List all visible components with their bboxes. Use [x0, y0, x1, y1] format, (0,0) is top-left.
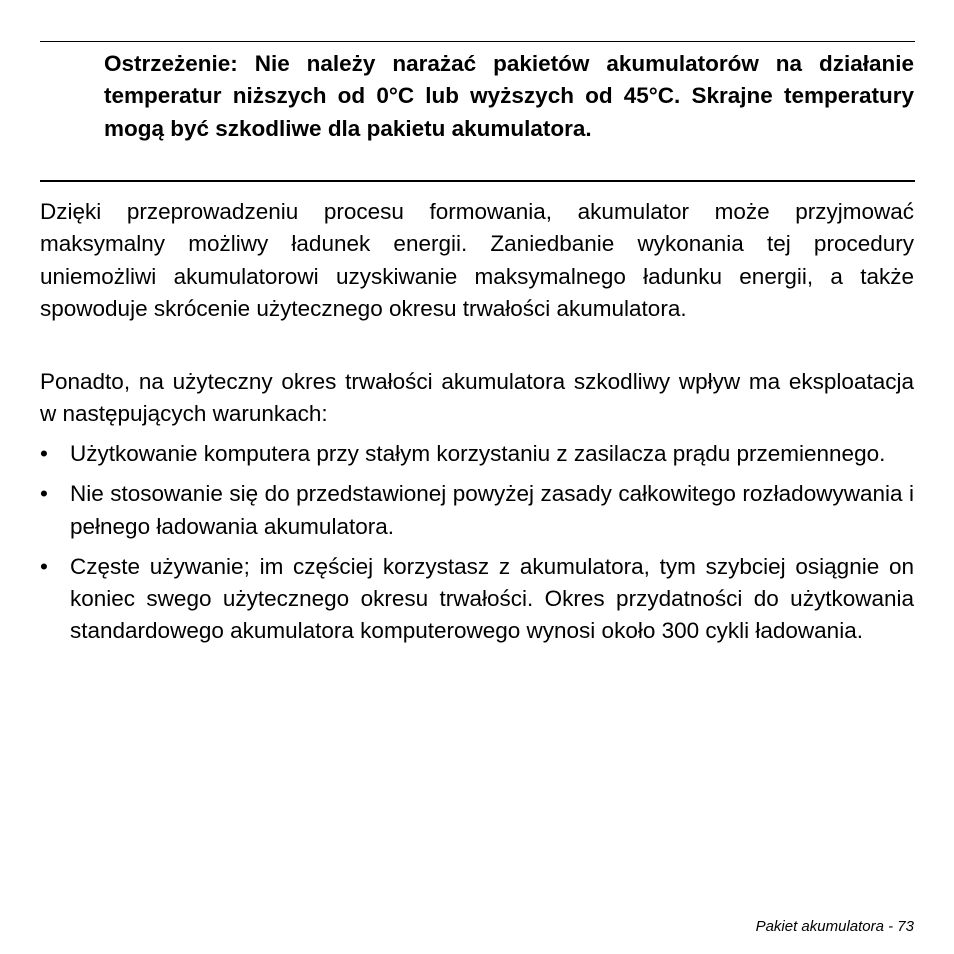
list-item-text: Nie stosowanie się do przedstawionej powyżej zasady całkowitego rozładowywania i pełnego ładowania akumulatora.: [70, 481, 914, 539]
bullet-icon: •: [40, 441, 48, 466]
page-footer: Pakiet akumulatora - 73: [755, 918, 914, 935]
bullet-icon: •: [40, 553, 48, 579]
paragraph-ponadto: Ponadto, na użyteczny okres trwałości akumulatora szkodliwy wpływ ma eksploatacja w następujących warunkach:: [40, 369, 914, 427]
warning-note: Ostrzeżenie: Nie należy narażać pakietów akumulatorów na działanie temperatur niższych od 0°C lub wyższych od 45°C. Skrajne temperatury mogą być szkodliwe dla pakietu akumulatora.: [104, 51, 914, 141]
warning-bottom-divider: [40, 180, 915, 182]
paragraph-formowanie: Dzięki przeprowadzeniu procesu formowania, akumulator może przyjmować maksymalny możliwy ładunek energii. Zaniedbanie wykonania tej procedury uniemożliwi akumulatorowi uzyskiwanie maksymalnego ładunku energii, a także spowoduje skrócenie użytecznego okresu trwałości akumulatora.: [40, 199, 914, 321]
list-item-text: Częste używanie; im częściej korzystasz z akumulatora, tym szybciej osiągnie on koniec swego użytecznego okresu trwałości. Okres przydatności do użytkowania standardowego akumulatora komputerowego wynosi około 300 cykli ładowania.: [70, 553, 914, 644]
list-item: [40, 551, 914, 648]
bullet-icon: •: [40, 481, 48, 507]
warning-top-divider: [40, 41, 915, 42]
list-item-text: Użytkowanie komputera przy stałym korzystaniu z zasilacza prądu przemiennego.: [70, 441, 886, 466]
list-item: [40, 478, 914, 543]
conditions-list: [40, 438, 914, 656]
list-item: [40, 438, 914, 470]
